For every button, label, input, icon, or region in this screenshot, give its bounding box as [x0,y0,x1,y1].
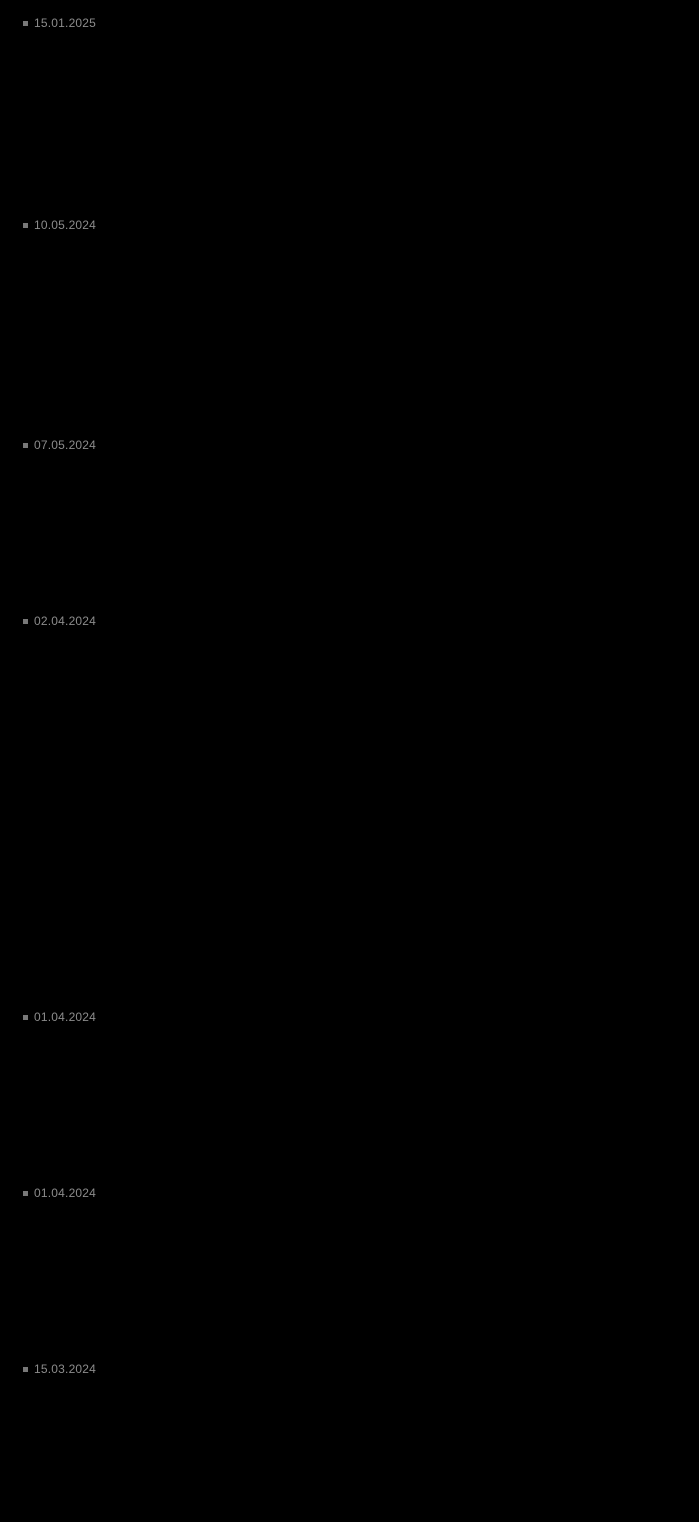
timeline-item[interactable] [23,614,96,628]
timeline-item[interactable] [23,1010,96,1024]
date-label: 01.04.2024 [34,1186,97,1200]
timeline-item[interactable] [23,1186,96,1200]
date-label: 15.03.2024 [34,1362,97,1376]
bullet-icon [23,1015,28,1020]
bullet-icon [23,21,28,26]
timeline-item[interactable] [23,218,96,232]
timeline-item[interactable] [23,16,96,30]
bullet-icon [23,1367,28,1372]
date-label: 15.01.2025 [34,16,97,30]
date-label: 02.04.2024 [34,614,97,628]
bullet-icon [23,443,28,448]
timeline-item[interactable] [23,438,96,452]
date-label: 01.04.2024 [34,1010,97,1024]
timeline-item[interactable] [23,1362,96,1376]
bullet-icon [23,1191,28,1196]
bullet-icon [23,223,28,228]
date-label: 07.05.2024 [34,438,97,452]
date-label: 10.05.2024 [34,218,97,232]
bullet-icon [23,619,28,624]
